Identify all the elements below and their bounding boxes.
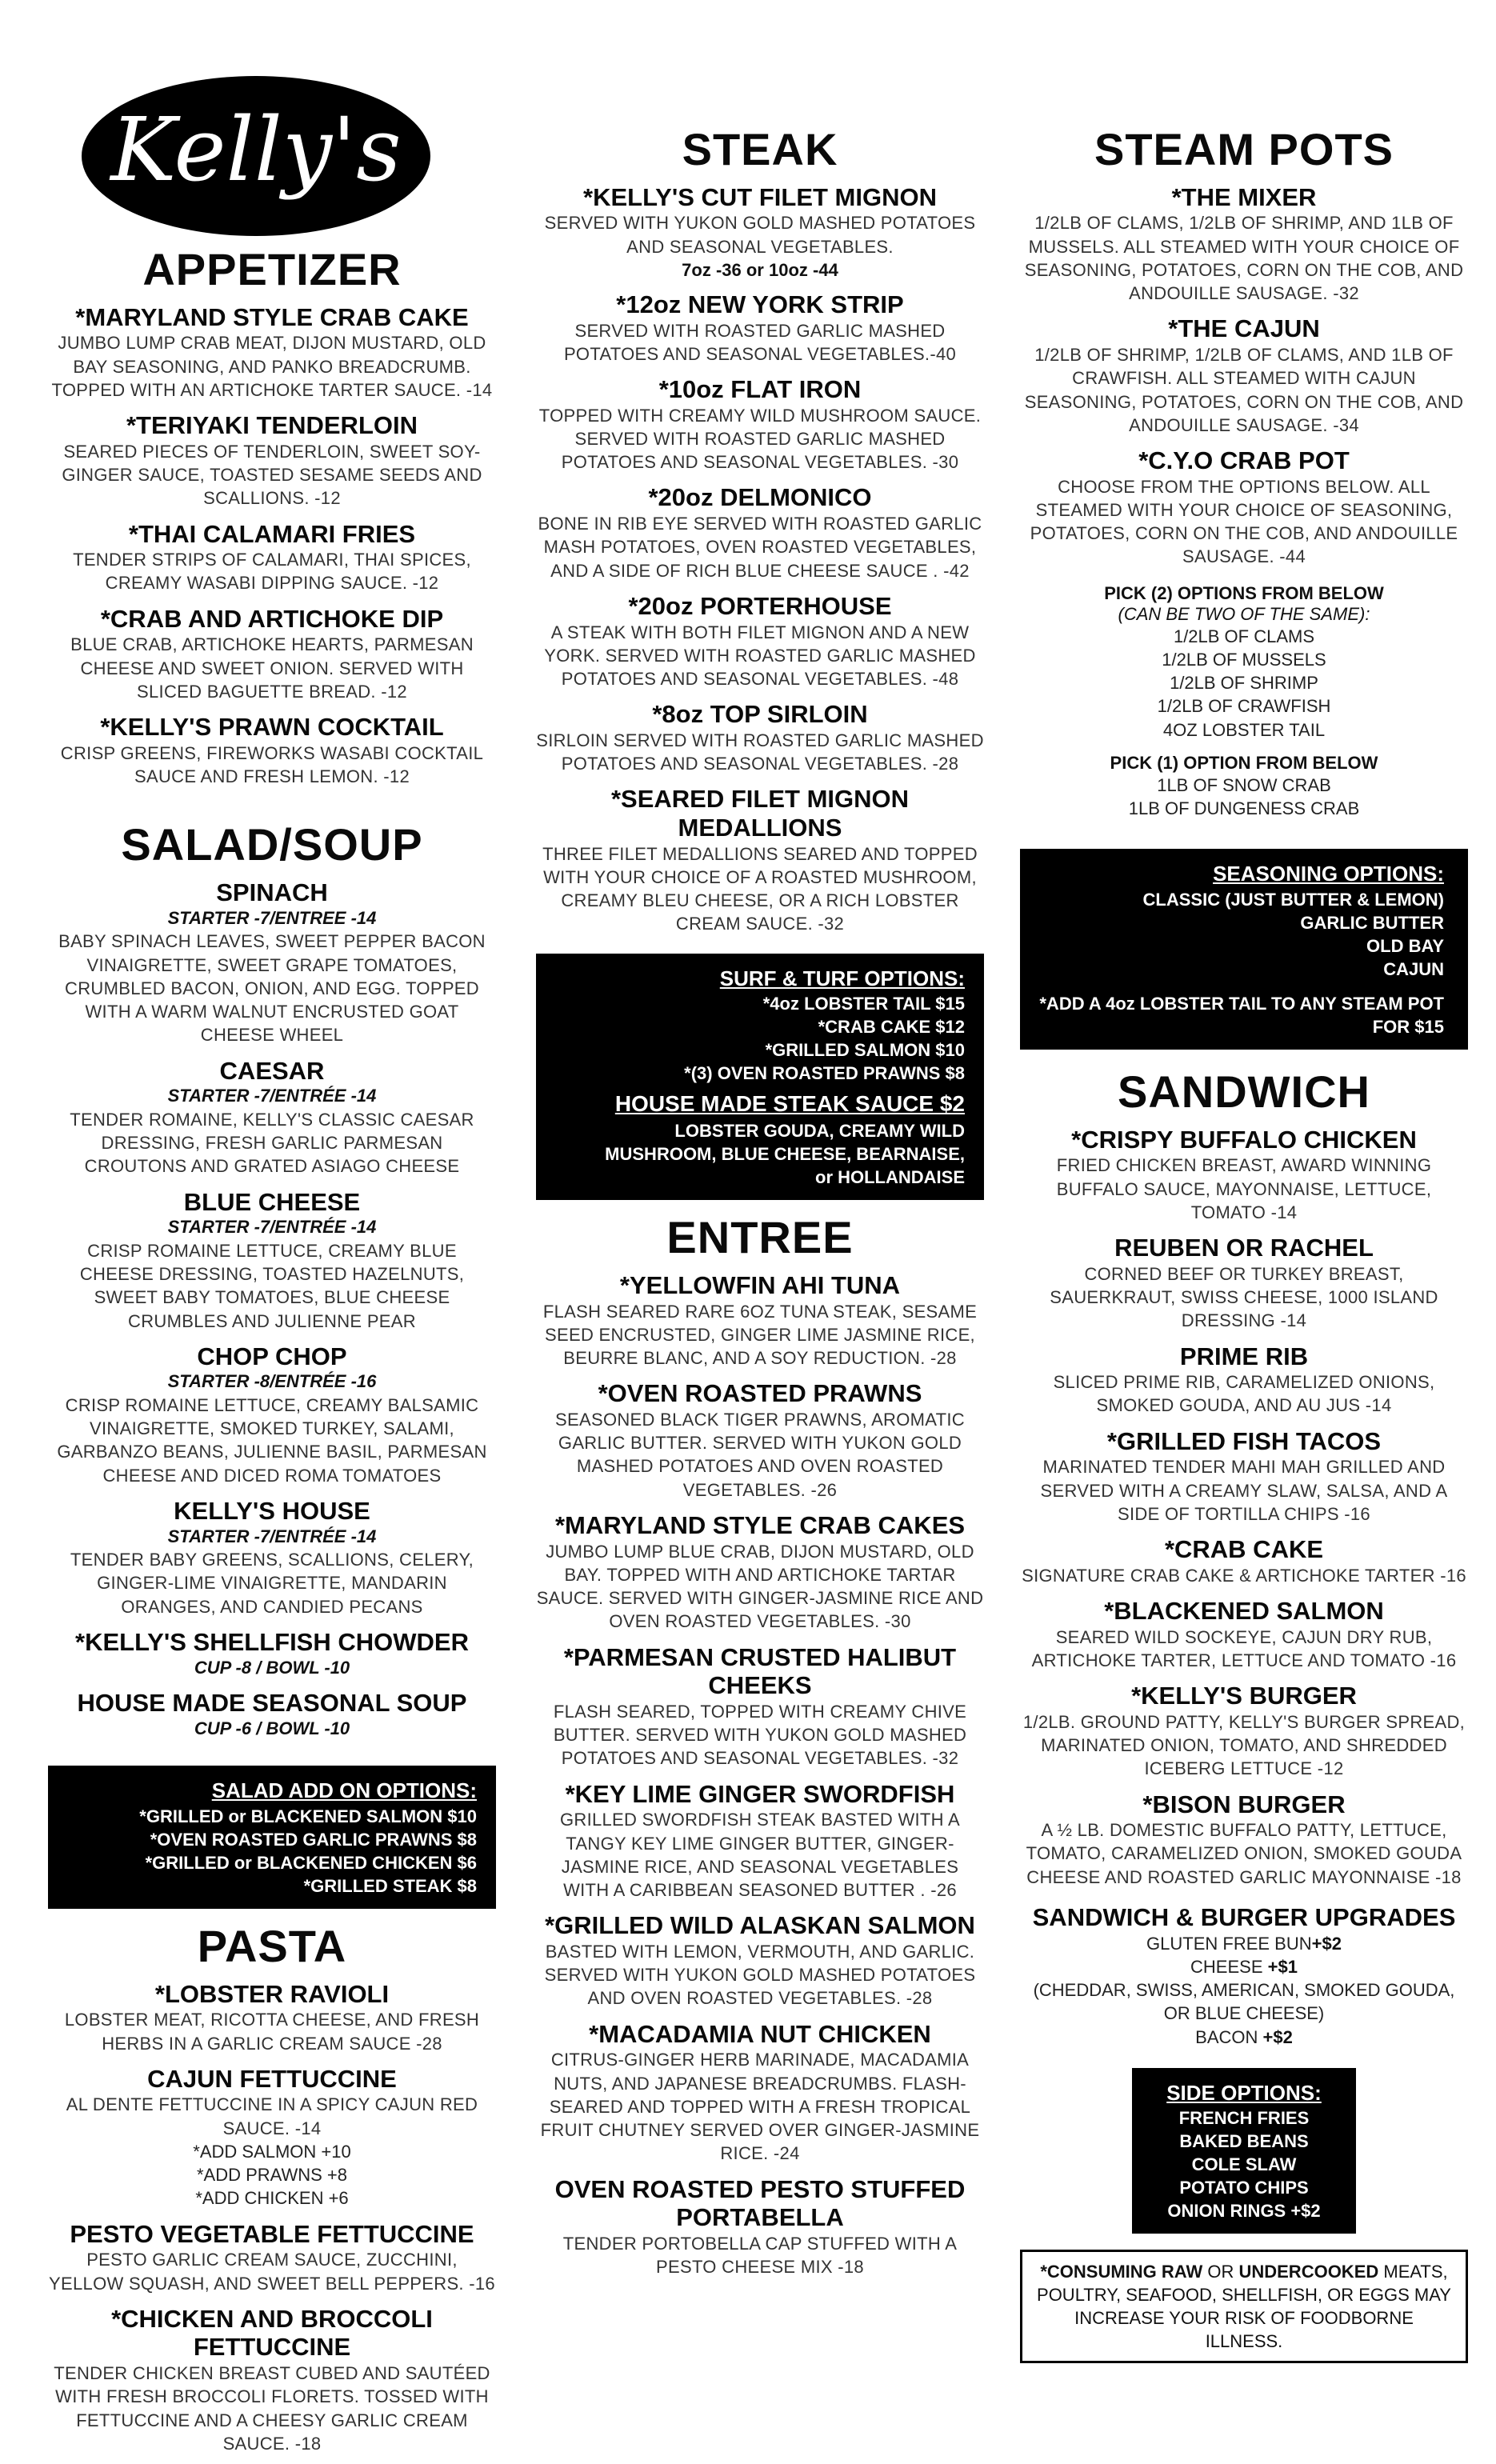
item-name: OVEN ROASTED PESTO STUFFED PORTABELLA [554, 2174, 966, 2232]
item-description: SEASONED BLACK TIGER PRAWNS, AROMATIC GARLIC BUTTER. SERVED WITH YUKON GOLD MASHED POTATOES AND OVEN ROASTED VEGETABLES. -26 [555, 1409, 965, 1500]
item-name: HOUSE MADE SEASONAL SOUP [77, 1689, 467, 1718]
item-description: BASTED WITH LEMON, VERMOUTH, AND GARLIC. SERVED WITH YUKON GOLD MASHED POTATOES AND OVEN ROASTED VEGETABLES. -28 [544, 1941, 976, 2009]
upgrade-price: +$2 [1262, 2026, 1293, 2047]
sandwich-title: SANDWICH [1118, 1066, 1370, 1117]
menu-item [1020, 314, 1468, 437]
menu-item [1020, 446, 1468, 569]
pick2-option: 4OZ LOBSTER TAIL [1162, 719, 1326, 740]
appetizer-title: APPETIZER [142, 244, 402, 294]
menu-item [536, 1911, 984, 2010]
steak-sauce-heading: HOUSE MADE STEAK SAUCE $2 [614, 1091, 965, 1117]
item-description: CORNED BEEF OR TURKEY BREAST, SAUERKRAUT, SWISS CHEESE, 1000 ISLAND DRESSING -14 [1050, 1263, 1438, 1331]
item-name: *GRILLED FISH TACOS [1106, 1426, 1382, 1455]
menu-item [536, 1780, 984, 1902]
menu-item [48, 411, 496, 510]
upgrade-label: (CHEDDAR, SWISS, AMERICAN, SMOKED GOUDA, OR BLUE CHEESE) [1033, 1980, 1455, 2024]
pick1-title: PICK (1) OPTION FROM BELOW [1110, 752, 1378, 773]
menu-item [48, 1057, 496, 1178]
upgrade-label: CHEESE [1190, 1956, 1268, 1977]
item-description: BLUE CRAB, ARTICHOKE HEARTS, PARMESAN CHEESE AND SWEET ONION. SERVED WITH SLICED BAGUETTE BREAD. -12 [70, 634, 474, 702]
item-name: SPINACH [216, 878, 328, 907]
item-name: *CRAB AND ARTICHOKE DIP [100, 604, 444, 633]
steak-title: STEAK [682, 124, 838, 174]
item-description: SERVED WITH ROASTED GARLIC MASHED POTATOES AND SEASONAL VEGETABLES.-40 [563, 320, 957, 364]
appetizer-list [48, 303, 496, 788]
item-name: *YELLOWFIN AHI TUNA [619, 1270, 901, 1299]
item-description: TENDER STRIPS OF CALAMARI, THAI SPICES, CREAMY WASABI DIPPING SAUCE. -12 [73, 550, 471, 594]
seasoning-box [1020, 849, 1468, 1050]
side-option: COLE SLAW [1191, 2154, 1297, 2175]
surf-turf-heading: SURF & TURF OPTIONS: [719, 966, 965, 990]
pick1-option: 1LB OF DUNGENESS CRAB [1128, 798, 1360, 819]
entree-title: ENTREE [666, 1212, 854, 1263]
menu-item [48, 878, 496, 1046]
item-name: CHOP CHOP [197, 1342, 347, 1370]
item-name: *KEY LIME GINGER SWORDFISH [565, 1779, 955, 1808]
item-description: BONE IN RIB EYE SERVED WITH ROASTED GARLIC MASH POTATOES, OVEN ROASTED VEGETABLES, AND A SIDE OF RICH BLUE CHEESE SAUCE . -42 [538, 514, 982, 581]
menu-item [48, 1628, 496, 1679]
salad-list [48, 878, 496, 1740]
item-description: JUMBO LUMP BLUE CRAB, DIJON MUSTARD, OLD BAY. TOPPED WITH AND ARTICHOKE TARTAR SAUCE. SERVED WITH GINGER-JASMINE RICE AND OVEN ROASTED VEGETABLES. -30 [536, 1541, 984, 1632]
surf-turf-line: *(3) OVEN ROASTED PRAWNS $8 [684, 1063, 965, 1084]
notice-raw: *CONSUMING RAW [1040, 2262, 1203, 2282]
item-price-options: CUP -8 / BOWL -10 [194, 1657, 350, 1678]
pick2-title: PICK (2) OPTIONS FROM BELOW [1104, 582, 1384, 603]
steak-sauce-line: MUSHROOM, BLUE CHEESE, BEARNAISE, [605, 1144, 965, 1165]
menu-item [48, 2305, 496, 2455]
item-name: *CRAB CAKE [1164, 1535, 1324, 1564]
item-name: *20oz PORTERHOUSE [628, 591, 892, 620]
item-description: FLASH SEARED RARE 6OZ TUNA STEAK, SESAME SEED ENCRUSTED, GINGER LIME JASMINE RICE, BEURRE BLANC, AND A SOY REDUCTION. -28 [542, 1301, 978, 1369]
item-description: GRILLED SWORDFISH STEAK BASTED WITH A TANGY KEY LIME GINGER BUTTER, GINGER-JASMINE RICE, AND SEASONAL VEGETABLES WITH A CARIBBEAN SEASONED BUTTER . -26 [559, 1810, 961, 1901]
menu-item [48, 303, 496, 402]
menu-item [536, 183, 984, 281]
menu-item [48, 1689, 496, 1740]
addon-line: *GRILLED or BLACKENED CHICKEN $6 [145, 1852, 477, 1873]
menu-item [536, 1643, 984, 1770]
menu-item [1020, 1597, 1468, 1672]
menu-item [1020, 1342, 1468, 1418]
item-name: *GRILLED WILD ALASKAN SALMON [545, 1911, 975, 1940]
item-description: TENDER BABY GREENS, SCALLIONS, CELERY, GINGER-LIME VINAIGRETTE, MANDARIN ORANGES, AND CANDIED PECANS [70, 1550, 474, 1617]
pasta-list [48, 1980, 496, 2455]
food-safety-notice [1020, 2250, 1468, 2363]
steak-sauce-lines [555, 1119, 965, 1189]
upgrade-label: GLUTEN FREE BUN [1146, 1933, 1312, 1954]
notice-text: MEATS, POULTRY, SEAFOOD, SHELLFISH, OR EGGS MAY INCREASE YOUR RISK OF FOODBORNE ILLNESS. [1037, 2262, 1451, 2352]
menu-item [48, 605, 496, 703]
upgrade-price: +$2 [1311, 1933, 1342, 1954]
item-name: *CHICKEN AND BROCCOLI FETTUCCINE [111, 2304, 433, 2362]
upgrade-label: BACON [1195, 2026, 1263, 2047]
item-name: PESTO VEGETABLE FETTUCCINE [70, 2219, 474, 2248]
pick2-option: 1/2LB OF CRAWFISH [1157, 696, 1331, 717]
item-price-options: CUP -6 / BOWL -10 [194, 1718, 350, 1738]
item-description: A ½ LB. DOMESTIC BUFFALO PATTY, LETTUCE, TOMATO, CARAMELIZED ONION, SMOKED GOUDA CHEESE AND ROASTED GARLIC MAYONNAISE -18 [1026, 1820, 1462, 1887]
item-description: TENDER PORTOBELLA CAP STUFFED WITH A PESTO CHEESE MIX -18 [562, 2233, 958, 2278]
salad-addon-heading: SALAD ADD ON OPTIONS: [211, 1778, 477, 1803]
item-description: THREE FILET MEDALLIONS SEARED AND TOPPED WITH YOUR CHOICE OF A ROASTED MUSHROOM, CREAMY BLEU CHEESE, OR A RICH LOBSTER CREAM SAUCE. -32 [542, 843, 978, 934]
pick2-option: 1/2LB OF SHRIMP [1170, 673, 1318, 694]
salad-title: SALAD/SOUP [121, 819, 423, 870]
item-description: LOBSTER MEAT, RICOTTA CHEESE, AND FRESH HERBS IN A GARLIC CREAM SAUCE -28 [64, 2010, 480, 2054]
surf-turf-line: *4oz LOBSTER TAIL $15 [762, 993, 965, 1014]
pick2-option: 1/2LB OF CLAMS [1173, 626, 1315, 646]
menu-item [1020, 1682, 1468, 1780]
item-price-options: STARTER -8/ENTRÉE -16 [167, 1371, 377, 1392]
addon-line: *OVEN ROASTED GARLIC PRAWNS $8 [150, 1829, 477, 1850]
notice-or: OR [1202, 2262, 1239, 2282]
steam-title: STEAM POTS [1094, 124, 1394, 174]
item-name: *OVEN ROASTED PRAWNS [598, 1379, 922, 1408]
item-name: *KELLY'S BURGER [1131, 1682, 1357, 1710]
surf-turf-line: *CRAB CAKE $12 [818, 1017, 965, 1038]
item-description: AL DENTE FETTUCCINE IN A SPICY CAJUN RED SAUCE. -14 [66, 2094, 478, 2138]
entree-list [536, 1271, 984, 2278]
menu-item [1020, 183, 1468, 306]
side-option: ONION RINGS +$2 [1167, 2201, 1321, 2222]
item-name: PRIME RIB [1179, 1342, 1309, 1370]
steak-sauce-line: or HOLLANDAISE [815, 1167, 965, 1188]
item-description: FLASH SEARED, TOPPED WITH CREAMY CHIVE BUTTER. SERVED WITH YUKON GOLD MASHED POTATOES AND SEASONAL VEGETABLES. -32 [553, 1701, 967, 1769]
salad-addon-lines [67, 1805, 477, 1898]
item-name: *KELLY'S CUT FILET MIGNON [583, 182, 937, 211]
addon-line: *GRILLED STEAK $8 [303, 1875, 477, 1896]
item-name: *THE MIXER [1171, 182, 1317, 211]
seasoning-line: GARLIC BUTTER [1300, 912, 1444, 933]
item-description: SERVED WITH YUKON GOLD MASHED POTATOES AND SEASONAL VEGETABLES. [544, 213, 976, 257]
cajun-add-option: *ADD SALMON +10 [193, 2141, 351, 2162]
upgrade-row [1020, 1978, 1468, 2026]
cajun-add-option: *ADD CHICKEN +6 [195, 2188, 349, 2209]
item-name: *BLACKENED SALMON [1104, 1596, 1384, 1625]
logo-text: Kelly's [110, 98, 402, 201]
surf-turf-lines [555, 992, 965, 1085]
item-name: *TERIYAKI TENDERLOIN [126, 411, 418, 440]
menu-item [1020, 1234, 1468, 1332]
pick1-list [1020, 774, 1468, 821]
pick2-note: (CAN BE TWO OF THE SAME): [1118, 603, 1370, 624]
item-name: *KELLY'S PRAWN COCKTAIL [100, 713, 444, 742]
upgrade-row [1020, 1955, 1468, 1978]
item-name: *SEARED FILET MIGNON MEDALLIONS [610, 785, 909, 842]
pasta-title: PASTA [197, 1920, 347, 1971]
item-description: CRISP GREENS, FIREWORKS WASABI COCKTAIL SAUCE AND FRESH LEMON. -12 [60, 742, 484, 786]
seasoning-line: OLD BAY [1366, 935, 1444, 956]
menu-item [48, 713, 496, 788]
sides-heading: SIDE OPTIONS: [1166, 2080, 1322, 2105]
item-description: CITRUS-GINGER HERB MARINADE, MACADAMIA NUTS, AND JAPANESE BREADCRUMBS. FLASH-SEARED AND TOPPED WITH A FRESH TROPICAL FRUIT CHUTNEY SERVED OVER GINGER-JASMINE RICE. -24 [540, 2050, 980, 2164]
item-name: CAJUN FETTUCCINE [147, 2064, 397, 2093]
upgrade-row [1020, 1932, 1468, 1955]
menu-item [536, 785, 984, 935]
menu-item [536, 700, 984, 775]
steam-list [1020, 183, 1468, 569]
seasoning-line: CLASSIC (JUST BUTTER & LEMON) [1142, 889, 1444, 910]
item-description: CHOOSE FROM THE OPTIONS BELOW. ALL STEAMED WITH YOUR CHOICE OF SEASONING, POTATOES, CORN ON THE COB, AND ANDOUILLE SAUSAGE. -44 [1030, 476, 1458, 567]
menu-item [536, 290, 984, 366]
column-left [48, 240, 496, 2455]
item-name: *CRISPY BUFFALO CHICKEN [1071, 1125, 1417, 1154]
kellys-logo [80, 72, 432, 240]
sandwich-list [1020, 1126, 1468, 1889]
cajun-add-option: *ADD PRAWNS +8 [196, 2165, 348, 2186]
item-description: A STEAK WITH BOTH FILET MIGNON AND A NEW YORK. SERVED WITH ROASTED GARLIC MASHED POTATOES AND SEASONAL VEGETABLES. -48 [544, 622, 976, 689]
menu-item [48, 1497, 496, 1618]
item-name: *C.Y.O CRAB POT [1138, 446, 1350, 475]
item-description: TENDER ROMAINE, KELLY'S CLASSIC CAESAR DRESSING, FRESH GARLIC PARMESAN CROUTONS AND GRATED ASIAGO CHEESE [70, 1109, 474, 1177]
menu-item [1020, 1126, 1468, 1224]
item-name: *MARYLAND STYLE CRAB CAKE [75, 302, 469, 331]
steak-list [536, 183, 984, 936]
column-middle [536, 120, 984, 2278]
column-right [1020, 120, 1468, 2363]
item-name: *MARYLAND STYLE CRAB CAKES [554, 1510, 966, 1539]
item-name: BLUE CHEESE [183, 1187, 361, 1216]
item-price-options: STARTER -7/ENTRÉE -14 [167, 1217, 377, 1238]
item-description: TOPPED WITH CREAMY WILD MUSHROOM SAUCE. SERVED WITH ROASTED GARLIC MASHED POTATOES AND SEASONAL VEGETABLES. -30 [538, 405, 982, 473]
menu-item [48, 1980, 496, 2055]
menu-item [536, 592, 984, 690]
item-name: *PARMESAN CRUSTED HALIBUT CHEEKS [563, 1642, 957, 1700]
side-option: BAKED BEANS [1179, 2131, 1309, 2152]
item-name: *KELLY'S SHELLFISH CHOWDER [75, 1627, 469, 1656]
sides-lines [1151, 2106, 1337, 2222]
item-description: 1/2LB OF SHRIMP, 1/2LB OF CLAMS, AND 1LB OF CRAWFISH. ALL STEAMED WITH CAJUN SEASONING, POTATOES, CORN ON THE COB, AND ANDOUILLE SAUSAGE. -34 [1024, 345, 1464, 435]
pick1-option: 1LB OF SNOW CRAB [1157, 774, 1331, 795]
item-description: PESTO GARLIC CREAM SAUCE, ZUCCHINI, YELLOW SQUASH, AND SWEET BELL PEPPERS. -16 [49, 2250, 495, 2294]
item-description: SEARED WILD SOCKEYE, CAJUN DRY RUB, ARTICHOKE TARTER, LETTUCE AND TOMATO -16 [1031, 1626, 1457, 1670]
menu-item [48, 1188, 496, 1333]
menu-item [536, 1511, 984, 1634]
item-description: SIGNATURE CRAB CAKE & ARTICHOKE TARTER -16 [1022, 1565, 1466, 1586]
item-description: BABY SPINACH LEAVES, SWEET PEPPER BACON VINAIGRETTE, SWEET GRAPE TOMATOES, CRUMBLED BACON, ONION, AND EGG. TOPPED WITH A WARM WALNUT ENCRUSTED GOAT CHEESE WHEEL [58, 931, 486, 1046]
item-name: CAESAR [219, 1056, 325, 1085]
item-description: SIRLOIN SERVED WITH ROASTED GARLIC MASHED POTATOES AND SEASONAL VEGETABLES. -28 [536, 730, 984, 774]
item-description: 1/2LB. GROUND PATTY, KELLY'S BURGER SPREAD, MARINATED ONION, TOMATO, AND SHREDDED ICEBERG LETTUCE -12 [1022, 1711, 1466, 1779]
item-name: *BISON BURGER [1142, 1790, 1346, 1818]
seasoning-lines [1039, 888, 1444, 981]
item-sizes: 7oz -36 or 10oz -44 [682, 259, 838, 280]
item-description: CRISP ROMAINE LETTUCE, CREAMY BLUE CHEESE DRESSING, TOASTED HAZELNUTS, SWEET BABY TOMATOES, BLUE CHEESE CRUMBLES AND JULIENNE PEAR [79, 1240, 465, 1331]
item-description: SEARED PIECES OF TENDERLOIN, SWEET SOY-GINGER SAUCE, TOASTED SESAME SEEDS AND SCALLIONS. -12 [62, 441, 482, 509]
menu-item [1020, 1790, 1468, 1889]
menu-item [536, 1271, 984, 1370]
menu-item [1020, 1535, 1468, 1587]
menu-item [536, 375, 984, 474]
item-name: *10oz FLAT IRON [658, 375, 862, 404]
side-option: FRENCH FRIES [1178, 2108, 1310, 2129]
item-name: *8oz TOP SIRLOIN [652, 700, 868, 729]
menu-item [1020, 1427, 1468, 1526]
menu-item [48, 520, 496, 595]
menu-item [48, 2065, 496, 2210]
menu-item [536, 1379, 984, 1502]
item-price-options: STARTER -7/ENTRÉE -14 [167, 1086, 377, 1106]
pick2-list [1020, 625, 1468, 742]
item-name: *THE CAJUN [1168, 314, 1320, 343]
menu-item [48, 2220, 496, 2295]
seasoning-line: CAJUN [1383, 958, 1444, 979]
item-name: *LOBSTER RAVIOLI [154, 1979, 390, 2008]
side-option: POTATO CHIPS [1179, 2178, 1309, 2198]
item-name: *MACADAMIA NUT CHICKEN [589, 2019, 931, 2048]
seasoning-heading: SEASONING OPTIONS: [1213, 862, 1444, 886]
pick2-option: 1/2LB OF MUSSELS [1162, 649, 1326, 670]
salad-addon-box [48, 1766, 496, 1908]
surf-turf-box [536, 954, 984, 1200]
item-name: *12oz NEW YORK STRIP [616, 290, 904, 318]
menu-item [48, 1342, 496, 1487]
sides-box [1132, 2068, 1356, 2234]
item-description: TENDER CHICKEN BREAST CUBED AND SAUTÉED WITH FRESH BROCCOLI FLORETS. TOSSED WITH FETTUCCINE AND A CHEESY GARLIC CREAM SAUCE. -18 [54, 2363, 490, 2454]
item-name: *THAI CALAMARI FRIES [128, 519, 416, 548]
upgrades-list [1020, 1932, 1468, 2049]
seasoning-note: *ADD A 4oz LOBSTER TAIL TO ANY STEAM POT FOR $15 [1039, 993, 1444, 1037]
item-description: CRISP ROMAINE LETTUCE, CREAMY BALSAMIC VINAIGRETTE, SMOKED TURKEY, SALAMI, GARBANZO BEANS, JULIENNE BASIL, PARMESAN CHEESE AND DICED ROMA TOMATOES [57, 1394, 487, 1486]
upgrade-row [1020, 2026, 1468, 2049]
menu-item [536, 483, 984, 582]
item-description: JUMBO LUMP CRAB MEAT, DIJON MUSTARD, OLD BAY SEASONING, AND PANKO BREADCRUMB. TOPPED WITH AN ARTICHOKE TARTER SAUCE. -14 [51, 333, 493, 400]
item-price-options: STARTER -7/ENTRÉE -14 [167, 1526, 377, 1546]
item-description: 1/2LB OF CLAMS, 1/2LB OF SHRIMP, AND 1LB OF MUSSELS. ALL STEAMED WITH YOUR CHOICE OF SEASONING, POTATOES, CORN ON THE COB, AND ANDOUILLE SAUSAGE. -32 [1024, 213, 1464, 304]
menu-item [536, 2020, 984, 2166]
item-description: MARINATED TENDER MAHI MAH GRILLED AND SERVED WITH A CREAMY SLAW, SALSA, AND A SIDE OF TORTILLA CHIPS -16 [1040, 1457, 1448, 1524]
upgrade-price: +$1 [1267, 1956, 1298, 1977]
steak-sauce-line: LOBSTER GOUDA, CREAMY WILD [674, 1121, 965, 1142]
addon-line: *GRILLED or BLACKENED SALMON $10 [139, 1806, 477, 1826]
surf-turf-line: *GRILLED SALMON $10 [765, 1040, 965, 1061]
menu-item [536, 2175, 984, 2279]
notice-undercooked: UNDERCOOKED [1238, 2262, 1379, 2282]
item-price-options: STARTER -7/ENTREE -14 [167, 907, 377, 928]
item-description: SLICED PRIME RIB, CARAMELIZED ONIONS, SMOKED GOUDA, AND AU JUS -14 [1053, 1372, 1435, 1416]
item-name: REUBEN OR RACHEL [1114, 1234, 1374, 1262]
upgrades-title: SANDWICH & BURGER UPGRADES [1032, 1902, 1456, 1931]
item-description: FRIED CHICKEN BREAST, AWARD WINNING BUFFALO SAUCE, MAYONNAISE, LETTUCE, TOMATO -14 [1056, 1155, 1432, 1222]
item-name: *20oz DELMONICO [648, 483, 872, 512]
item-name: KELLY'S HOUSE [174, 1496, 370, 1525]
